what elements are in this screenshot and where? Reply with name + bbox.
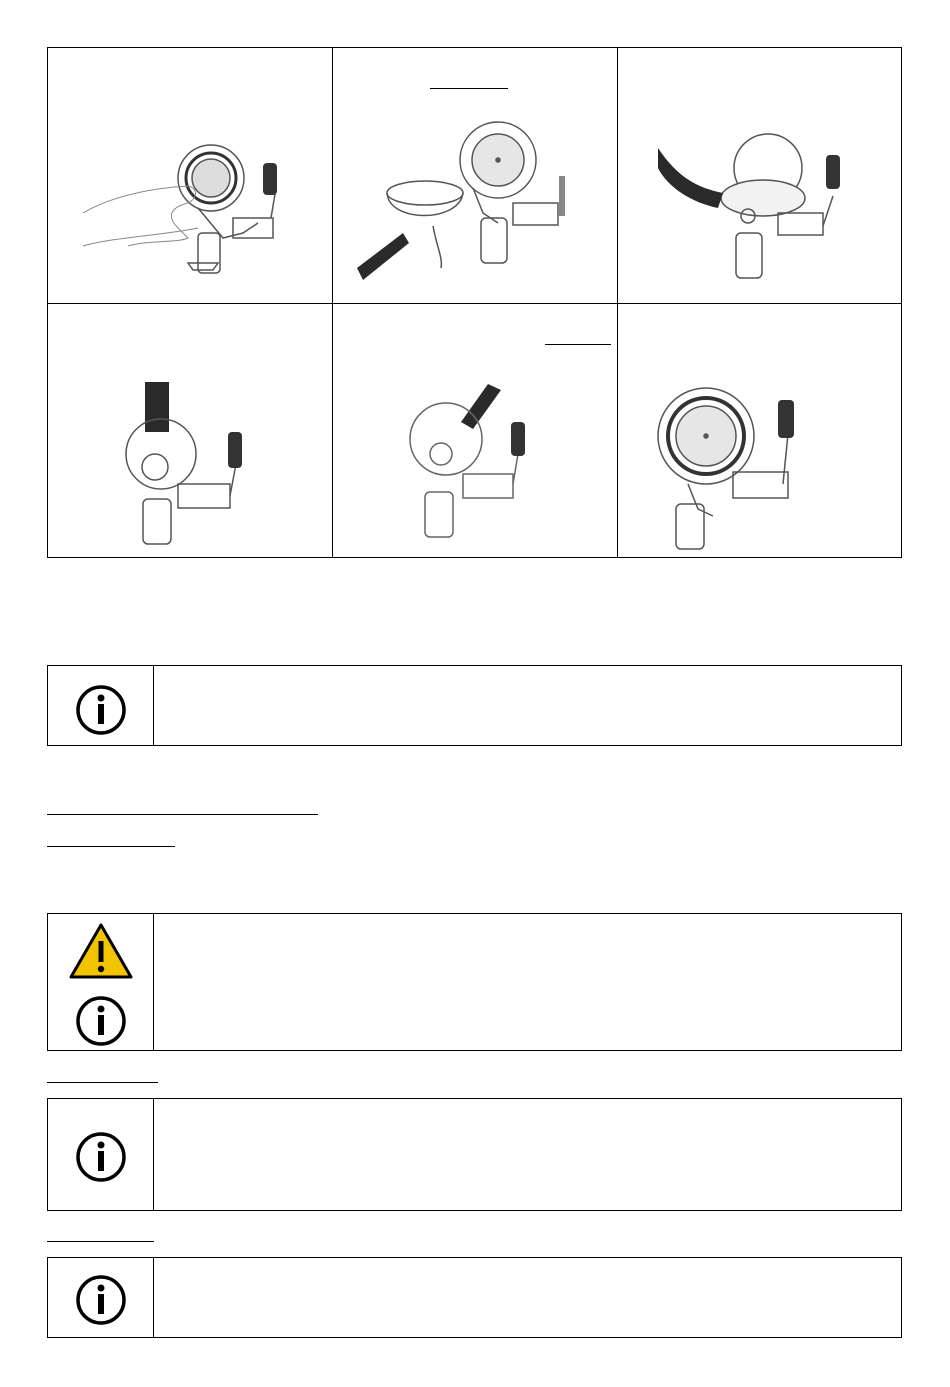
figure-shower-screen-result	[618, 304, 901, 557]
info-note-3	[47, 1098, 902, 1211]
figure-lock-portafilter	[48, 304, 333, 557]
warning-note	[47, 913, 902, 1051]
figure-turn-portafilter	[333, 304, 618, 557]
subsection-heading-underline	[47, 846, 175, 847]
figure-grid	[47, 47, 902, 558]
note-icon-column	[48, 666, 154, 745]
warning-icon	[68, 922, 134, 980]
group-head-with-hand-illustration	[48, 48, 333, 304]
info-icon	[74, 683, 128, 737]
lock-portafilter-illustration	[48, 304, 333, 557]
subsection-heading-underline	[47, 1082, 158, 1083]
section-heading-underline	[47, 814, 318, 815]
info-icon	[74, 1273, 128, 1327]
info-icon	[74, 1130, 128, 1184]
note-icon-column	[48, 1099, 154, 1210]
turn-portafilter-illustration	[333, 304, 618, 557]
info-note-1	[47, 665, 902, 746]
info-note-4	[47, 1257, 902, 1338]
subsection-heading-underline	[47, 1241, 154, 1242]
figure-insert-filter	[48, 48, 333, 304]
info-icon	[74, 994, 128, 1048]
figure-portafilter-and-group	[333, 48, 618, 304]
figure-attach-portafilter	[618, 48, 901, 304]
note-icon-column	[48, 1258, 154, 1337]
note-icon-column	[48, 914, 154, 1050]
attach-portafilter-illustration	[618, 48, 901, 304]
shower-screen-illustration	[618, 304, 901, 557]
portafilter-and-group-illustration	[333, 48, 618, 304]
